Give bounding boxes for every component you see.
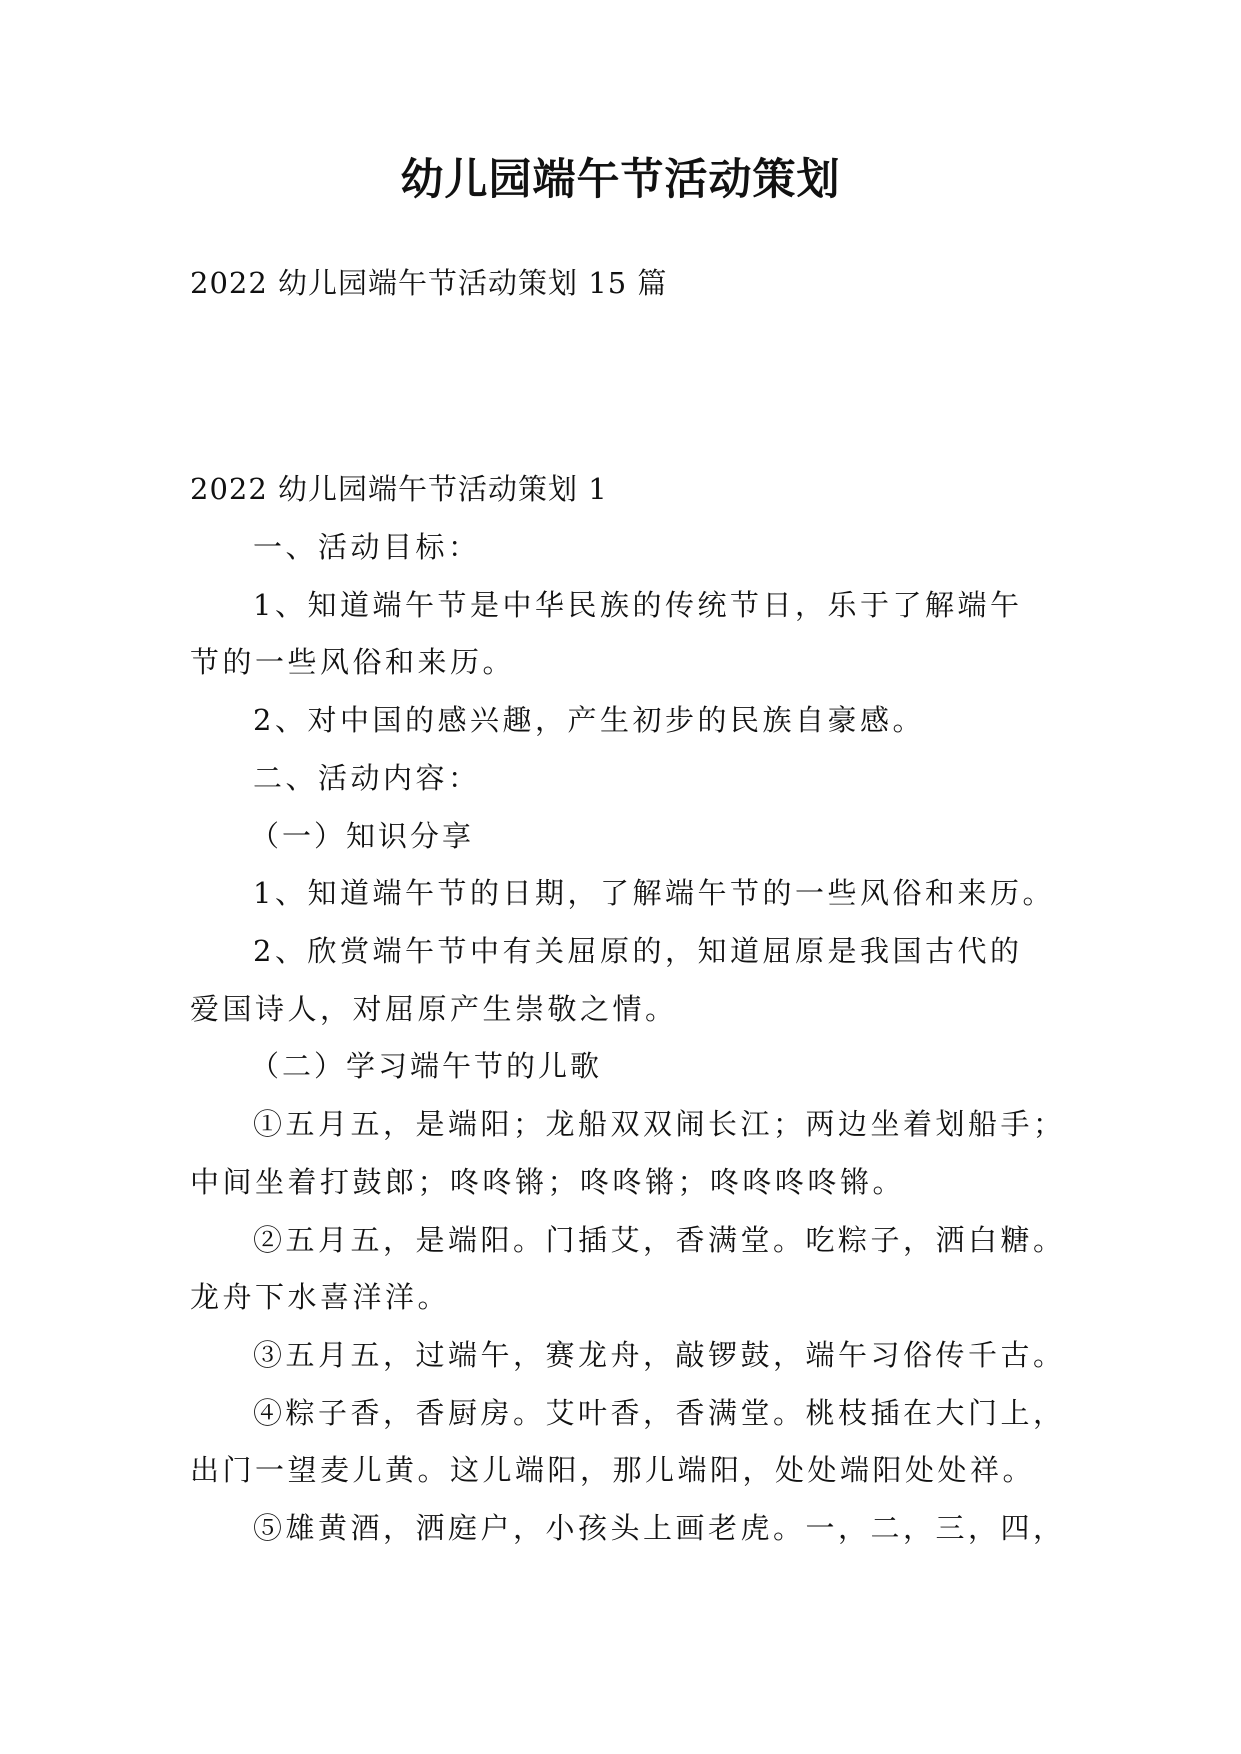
paragraph-line: 1、知道端午节是中华民族的传统节日，乐于了解端午 <box>253 588 1023 622</box>
paragraph-line: 二、活动内容： <box>253 761 481 795</box>
paragraph-line: （二）学习端午节的儿歌 <box>250 1049 603 1083</box>
paragraph-line: ③五月五，过端午，赛龙舟，敲锣鼓，端午习俗传千古。 <box>253 1338 1066 1372</box>
paragraph-line: 2、欣赏端午节中有关屈原的，知道屈原是我国古代的 <box>253 934 1023 968</box>
paragraph-line: 出门一望麦儿黄。这儿端阳，那儿端阳，处处端阳处处祥。 <box>190 1453 1036 1487</box>
paragraph-line: ①五月五，是端阳；龙船双双闹长江；两边坐着划船手； <box>253 1107 1066 1141</box>
paragraph-line: （一）知识分享 <box>250 819 475 853</box>
paragraph-line: ⑤雄黄酒，洒庭户，小孩头上画老虎。一，二，三，四， <box>253 1511 1066 1545</box>
paragraph-line: ④粽子香，香厨房。艾叶香，香满堂。桃枝插在大门上， <box>253 1396 1066 1430</box>
paragraph-line: 中间坐着打鼓郎；咚咚锵；咚咚锵；咚咚咚咚锵。 <box>190 1165 906 1199</box>
paragraph-line: 1、知道端午节的日期，了解端午节的一些风俗和来历。 <box>253 876 1055 910</box>
document-subtitle: 2022 幼儿园端午节活动策划 15 篇 <box>190 266 668 300</box>
paragraph-line: 一、活动目标： <box>253 530 481 564</box>
paragraph-line: ②五月五，是端阳。门插艾，香满堂。吃粽子，洒白糖。 <box>253 1223 1066 1257</box>
document-title: 幼儿园端午节活动策划 <box>400 155 841 205</box>
paragraph-line: 2、对中国的感兴趣，产生初步的民族自豪感。 <box>253 703 925 737</box>
paragraph-line: 爱国诗人，对屈原产生崇敬之情。 <box>190 992 678 1026</box>
paragraph-line: 龙舟下水喜洋洋。 <box>190 1280 451 1314</box>
section-heading: 2022 幼儿园端午节活动策划 1 <box>190 472 608 506</box>
paragraph-line: 节的一些风俗和来历。 <box>190 645 516 679</box>
